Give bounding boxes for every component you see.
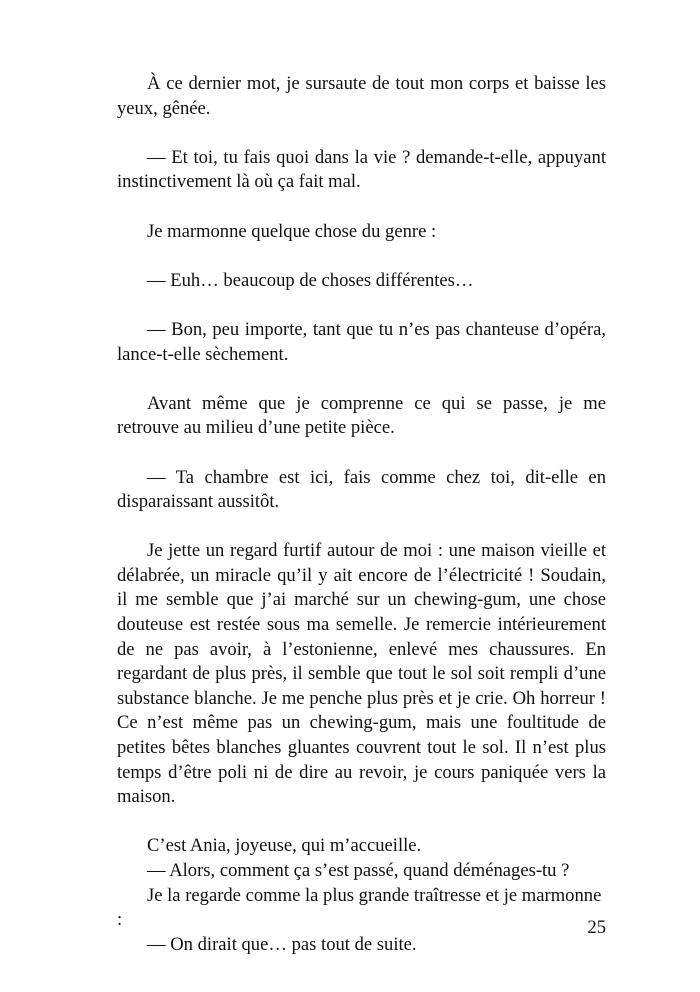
- paragraph: À ce dernier mot, je sursaute de tout mon corps et baisse les yeux, gênée.: [117, 73, 606, 119]
- paragraph: — Ta chambre est ici, fais comme chez toi, dit-elle en disparaissant aussitôt.: [117, 466, 606, 513]
- page-number: 25: [587, 917, 606, 938]
- paragraph: — Et toi, tu fais quoi dans la vie ? demande-t-elle, appuyant instinctivement là où ça fait mal.: [117, 146, 606, 193]
- paragraph: Avant même que je comprenne ce qui se passe, je me retrouve au milieu d’une petite pièce.: [117, 392, 606, 439]
- dialogue-line: Je la regarde comme la plus grande traîtresse et je marmonne :: [117, 884, 602, 931]
- dialogue-line: C’est Ania, joyeuse, qui m’accueille.: [147, 835, 422, 857]
- paragraph: — Bon, peu importe, tant que tu n’es pas chanteuse d’opéra, lance-t-elle sèchement.: [117, 318, 606, 365]
- body-text: [117, 72, 606, 957]
- dialogue-line: — Alors, comment ça s’est passé, quand déménages-tu ?: [147, 860, 570, 881]
- paragraph: — Euh… beaucoup de choses différentes…: [147, 269, 474, 291]
- dialogue-line: — On dirait que… pas tout de suite.: [147, 933, 417, 955]
- paragraph: Je marmonne quelque chose du genre :: [147, 220, 437, 242]
- paragraph: Je jette un regard furtif autour de moi : une maison vieille et délabrée, un miracle qu’il y ait encore de l’électricité ! Soudain, il me semble que j’ai marché sur un chewing-gum, une chose douteuse est restée sous ma semelle. Je remercie intérieurement de ne pas avoir, à l’estonienne, enlevé mes chaussures. En regardant de plus près, il semble que tout le sol soit rempli d’une substance blanche. Je me penche plus près et je crie. Oh horreur ! Ce n’est même pas un chewing-gum, mais une foultitude de petites bêtes blanches gluantes couvrent tout le sol. Il n’est plus temps d’être poli ni de dire au revoir, je cours paniquée vers la maison.: [117, 540, 606, 808]
